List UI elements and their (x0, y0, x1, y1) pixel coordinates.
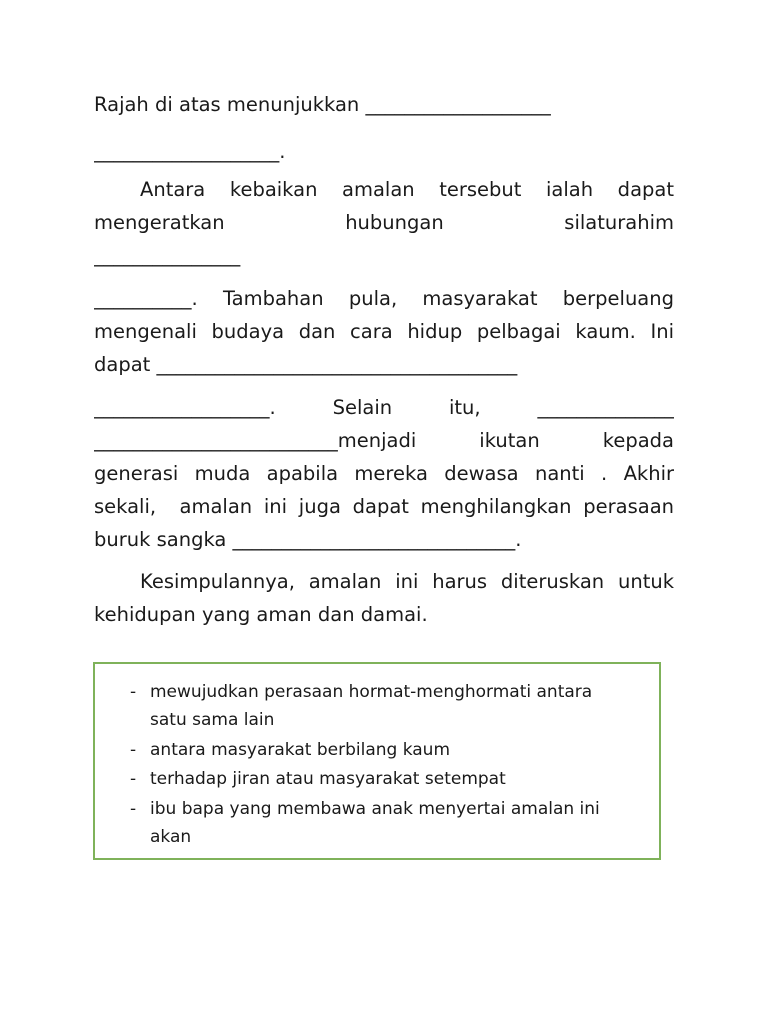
option-1-line-2: satu sama lain (150, 710, 275, 730)
paragraph-line-10: _________________________menjadi ikutan kepada (94, 429, 674, 452)
option-3-line-1: terhadap jiran atau masyarakat setempat (150, 769, 506, 789)
option-2-line-1: antara masyarakat berbilang kaum (150, 740, 450, 760)
paragraph-line-14: Kesimpulannya, amalan ini harus diteruskan untuk (140, 570, 674, 593)
paragraph-line-5: _______________ (94, 244, 241, 267)
paragraph-line-13: buruk sangka _____________________________. (94, 528, 522, 551)
paragraph-line-4: mengeratkan hubungan silaturahim (94, 211, 674, 234)
option-4-line-2: akan (150, 827, 192, 847)
paragraph-line-8: dapat _____________________________________ (94, 353, 518, 376)
paragraph-line-2: ___________________. (94, 140, 286, 163)
option-dash-2: - (130, 740, 137, 760)
paragraph-line-12: sekali, amalan ini juga dapat menghilangkan perasaan (94, 495, 674, 518)
paragraph-line-7: mengenali budaya dan cara hidup pelbagai kaum. Ini (94, 320, 674, 343)
option-4-line-1: ibu bapa yang membawa anak menyertai amalan ini (150, 799, 600, 819)
option-dash-3: - (130, 769, 137, 789)
paragraph-line-9: __________________. Selain itu, ______________ (94, 396, 674, 419)
option-dash-4: - (130, 799, 137, 819)
paragraph-line-11: generasi muda apabila mereka dewasa nanti . Akhir (94, 462, 674, 485)
paragraph-line-15: kehidupan yang aman dan damai. (94, 603, 428, 626)
option-1-line-1: mewujudkan perasaan hormat-menghormati antara (150, 682, 593, 702)
paragraph-line-1: Rajah di atas menunjukkan ___________________ (94, 93, 551, 116)
paragraph-line-6: __________. Tambahan pula, masyarakat berpeluang (94, 287, 674, 310)
paragraph-line-3: Antara kebaikan amalan tersebut ialah dapat (140, 178, 674, 201)
option-dash-1: - (130, 682, 137, 702)
